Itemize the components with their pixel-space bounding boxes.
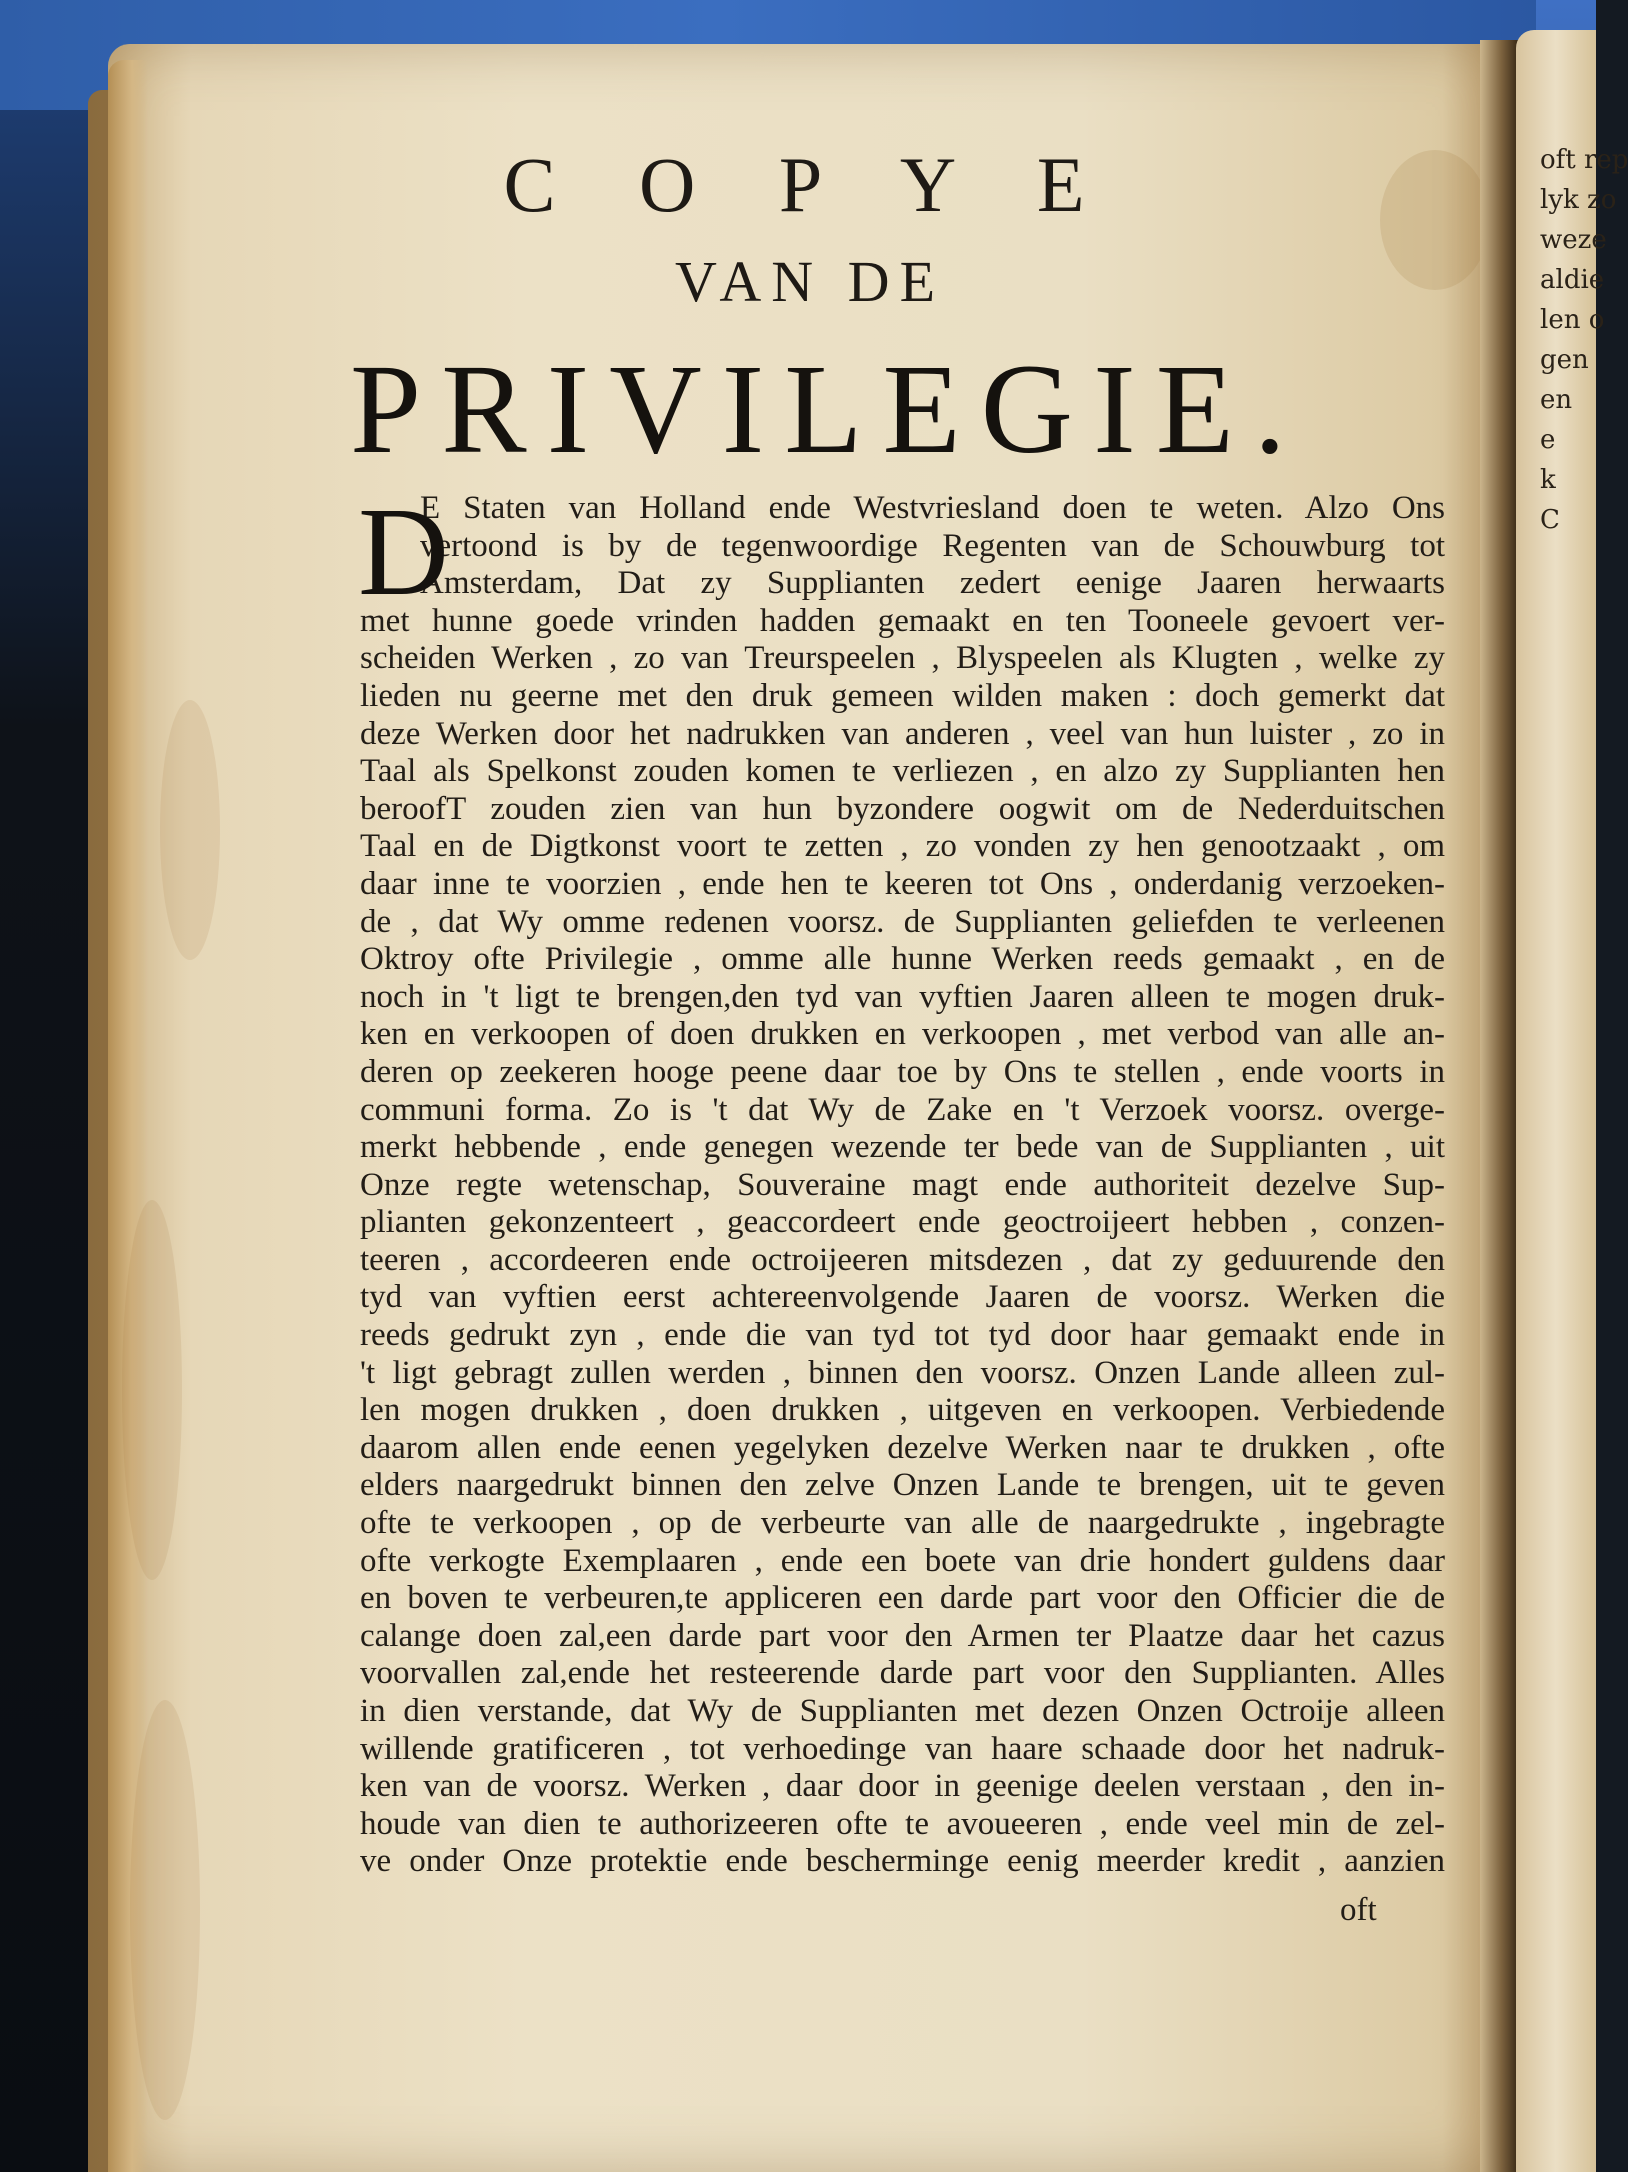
facing-page-line: lyk zo: [1540, 185, 1617, 215]
text-line: daarom allen ende eenen yegelyken dezelve Werken naar te drukken , ofte: [360, 1429, 1445, 1466]
text-line: Taal en de Digtkonst voort te zetten , zo vonden zy hen genootzaakt , om: [360, 828, 1445, 865]
text-line: ken van de voorsz. Werken , daar door in geenige deelen verstaan , den in-: [360, 1768, 1445, 1805]
text-line: E Staten van Holland ende Westvriesland doen te weten. Alzo Ons: [420, 490, 1445, 526]
facing-page-line: k: [1540, 465, 1556, 495]
text-line: deren op zeekeren hooge peene daar toe by Ons te stellen , ende voorts in: [360, 1053, 1445, 1090]
text-line: calange doen zal,een darde part voor den Armen ter Plaatze daar het cazus: [360, 1617, 1445, 1654]
heading-privilegie: PRIVILEGIE.: [350, 338, 1306, 480]
text-line: lieden nu geerne met den druk gemeen wilden maken : doch gemerkt dat: [360, 677, 1445, 714]
text-line: ve onder Onze protektie ende bescherminge eenig meerder kredit , aanzien: [360, 1843, 1445, 1880]
text-line: teeren , accordeeren ende octroijeeren mitsdezen , dat zy geduurende den: [360, 1241, 1445, 1278]
facing-page-line: len o: [1540, 305, 1605, 335]
paper-stain: [1380, 150, 1490, 290]
text-line: willende gratificeren , tot verhoedinge van haare schaade door het nadruk-: [360, 1730, 1445, 1767]
paper-stain: [160, 700, 220, 960]
facing-page-text: [1516, 140, 1628, 540]
facing-page-line: C: [1540, 505, 1560, 535]
text-line: plianten gekonzenteert , geaccordeert ende geoctroijeert hebben , conzen-: [360, 1204, 1445, 1241]
text-line: de , dat Wy omme redenen voorsz. de Supplianten geliefden te verleenen: [360, 903, 1445, 940]
text-line: Oktroy ofte Privilegie , omme alle hunne Werken reeds gemaakt , en de: [360, 941, 1445, 978]
text-line: Amsterdam, Dat zy Supplianten zedert eenige Jaaren herwaarts: [420, 565, 1445, 602]
text-line: deze Werken door het nadrukken van anderen , veel van hun luister , zo in: [360, 715, 1445, 752]
text-line: vertoond is by de tegenwoordige Regenten van de Schouwburg tot: [420, 527, 1445, 564]
text-line: ken en verkoopen of doen drukken en verkoopen , met verbod van alle an-: [360, 1016, 1445, 1053]
heading-copye: C O P Y E: [503, 141, 1117, 228]
facing-page-line: gen: [1540, 345, 1589, 375]
text-line: Onze regte wetenschap, Souveraine magt ende authoriteit dezelve Sup-: [360, 1166, 1445, 1203]
privilege-text: [358, 483, 1445, 1881]
text-line: en boven te verbeuren,te appliceren een darde part voor den Officier die de: [360, 1580, 1445, 1617]
text-line: scheiden Werken , zo van Treurspeelen , Blyspeelen als Klugten , welke zy: [360, 640, 1445, 677]
text-line: ofte verkogte Exemplaaren , ende een boete van drie hondert guldens daar: [360, 1542, 1445, 1579]
facing-page-line: en: [1540, 385, 1573, 415]
paper-stain: [130, 1700, 200, 2120]
facing-page-line: aldie: [1540, 265, 1605, 295]
text-line: ofte te verkoopen , op de verbeurte van alle de naargedrukte , ingebragte: [360, 1505, 1445, 1542]
book-gutter: [1480, 40, 1518, 2172]
heading-van-de: VAN DE: [675, 249, 945, 314]
drop-cap: D: [358, 483, 449, 622]
facing-page-line: oft rep: [1540, 145, 1628, 175]
text-line: merkt hebbende , ende genegen wezende ter bede van de Supplianten , uit: [360, 1129, 1445, 1166]
text-line: elders naargedrukt binnen den zelve Onzen Lande te brengen, uit te geven: [360, 1467, 1445, 1504]
text-lines: [358, 483, 1445, 1881]
facing-page: [1516, 30, 1628, 2172]
text-line: in dien verstande, dat Wy de Supplianten met dezen Onzen Octroije alleen: [360, 1693, 1445, 1729]
text-line: 't ligt gebragt zullen werden , binnen den voorsz. Onzen Lande alleen zul-: [360, 1354, 1445, 1391]
facing-page-line: e: [1540, 425, 1556, 455]
text-line: Taal als Spelkonst zouden komen te verliezen , en alzo zy Supplianten hen: [360, 753, 1445, 790]
paper-stain: [122, 1200, 182, 1580]
text-line: daar inne te voorzien , ende hen te keeren tot Ons , onderdanig verzoeken-: [360, 865, 1445, 902]
text-line: tyd van vyftien eerst achtereenvolgende Jaaren de voorsz. Werken die: [360, 1279, 1445, 1316]
text-line: communi forma. Zo is 't dat Wy de Zake en 't Verzoek voorsz. overge-: [360, 1091, 1445, 1128]
text-line: noch in 't ligt te brengen,den tyd van vyftien Jaaren alleen te mogen druk-: [360, 978, 1445, 1015]
text-line: beroofT zouden zien van hun byzondere oogwit om de Nederduitschen: [360, 790, 1445, 827]
catchword: oft: [1340, 1892, 1377, 1928]
text-line: houde van dien te authorizeeren ofte te avoueeren , ende veel min de zel-: [360, 1805, 1445, 1842]
text-line: reeds gedrukt zyn , ende die van tyd tot tyd door haar gemaakt ende in: [360, 1317, 1445, 1354]
text-line: voorvallen zal,ende het resteerende darde part voor den Supplianten. Alles: [360, 1655, 1445, 1692]
facing-page-line: weze: [1540, 225, 1607, 255]
text-line: met hunne goede vrinden hadden gemaakt en ten Tooneele gevoert ver-: [360, 602, 1445, 639]
text-line: len mogen drukken , doen drukken , uitgeven en verkoopen. Verbiedende: [360, 1392, 1445, 1429]
